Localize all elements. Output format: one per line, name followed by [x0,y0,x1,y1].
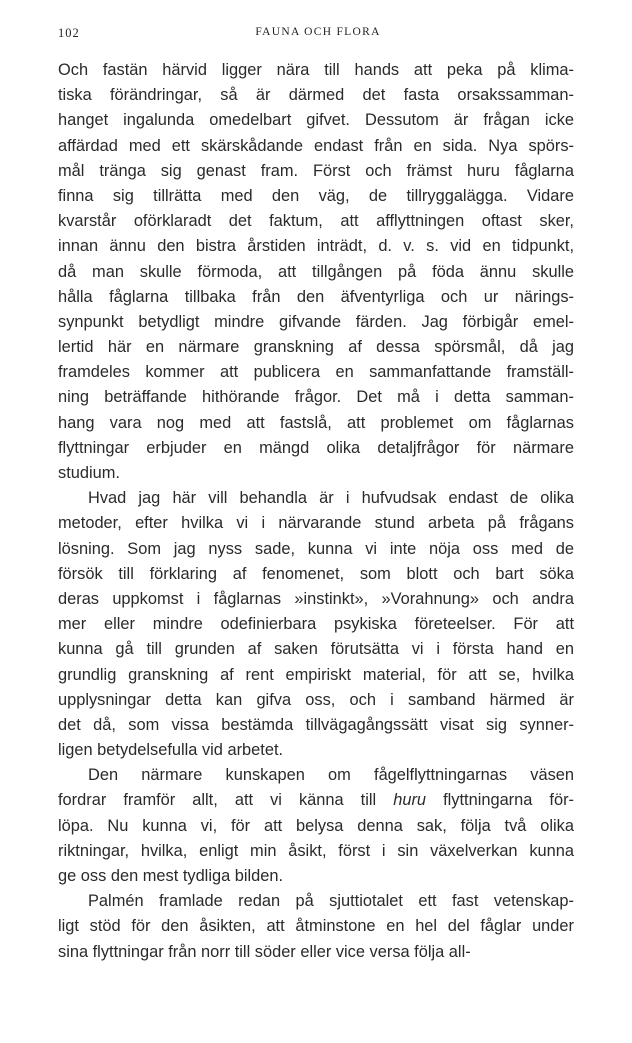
body-text [58,58,574,965]
text-line: innan ännu den bistra årstiden inträdt, d. v. s. vid en tidpunkt, [58,237,574,256]
paragraph [58,763,574,889]
text-line: ligen betydelsefulla vid arbetet. [58,741,284,760]
text-line: ligt stöd för den åsikten, att åtminstone en hel del fåglar under [58,917,574,936]
text-line: det då, som vissa bestämda tillvägagångssätt visat sig synner- [58,715,574,734]
text-line: sina flyttningar från norr till söder eller vice versa följa all- [58,942,471,961]
text-line: affärdad med ett skärskådande endast från en sida. Nya spörs- [58,136,574,155]
text-line: tiska förändringar, så är därmed det fasta orsakssamman- [58,86,574,105]
text-line: ning beträffande hithörande frågor. Det må i detta samman- [58,388,574,407]
text-line: synpunkt betydligt mindre gifvande färden. Jag förbigår emel- [58,312,574,331]
text-line: kunna gå till grunden af saken förutsätta vi i första hand en [58,640,574,659]
text-line: då man skulle förmoda, att tillgången på föda ännu skulle [58,262,574,281]
text-line: studium. [58,464,120,482]
text-line: fordrar framför allt, att vi känna till huru flyttningarna för- [58,791,574,810]
page-number: 102 [58,26,80,40]
text-line: finna sig tillrätta med den väg, de tillryggalägga. Vidare [58,186,574,205]
text-line: ge oss den mest tydliga bilden. [58,867,284,885]
page-header [58,26,578,46]
text-line: upplysningar detta kan gifva oss, och i samband härmed är [58,690,574,709]
text-line: kvarstår oförklaradt det faktum, att afflyttningen oftast sker, [58,212,574,231]
text-line: framdeles kommer att publicera en sammanfattande framställ- [58,363,574,382]
text-line: lertid här en närmare granskning af dessa spörsmål, då jag [58,338,574,357]
text-line: metoder, efter hvilka vi i närvarande stund arbeta på frågans [58,514,574,533]
text-line: löpa. Nu kunna vi, för att belysa denna sak, följa två olika [58,816,574,835]
running-title: FAUNA OCH FLORA [255,26,381,38]
text-line: Palmén framlade redan på sjuttiotalet ett fast vetenskap- [88,892,574,911]
text-line: Hvad jag här vill behandla är i hufvudsak endast de olika [88,489,574,508]
text-line: försök till förklaring af fenomenet, som blott och bart söka [58,564,574,583]
text-line: deras uppkomst i fåglarnas »instinkt», »Vorahnung» och andra [58,589,574,608]
text-line: Och fastän härvid ligger nära till hands att peka på klima- [58,61,574,79]
text-line: hålla fåglarna tillbaka från den äfventyrliga och ur närings- [58,287,574,306]
text-line: hang vara nog med att fastslå, att problemet om fåglarnas [58,413,574,432]
text-line: hanget ingalunda omedelbart gifvet. Dessutom är frågan icke [58,111,574,130]
text-line: flyttningar erbjuder en mängd olika detaljfrågor för närmare [58,438,574,457]
text-line: grundlig granskning af rent empiriskt material, för att se, hvilka [58,665,574,684]
text-line: mer eller mindre odefinierbara psykiska företeelser. För att [58,615,574,634]
paragraph [58,486,574,763]
text-line: lösning. Som jag nyss sade, kunna vi inte nöja oss med de [58,539,574,558]
text-line: mål tränga sig genast fram. Först och främst huru fåglarna [58,161,574,180]
text-line: Den närmare kunskapen om fågelflyttningarnas väsen [88,766,574,785]
paragraph [58,889,574,965]
text-line: riktningar, hvilka, enligt min åsikt, först i sin växelverkan kunna [58,841,574,860]
paragraph [58,58,574,486]
